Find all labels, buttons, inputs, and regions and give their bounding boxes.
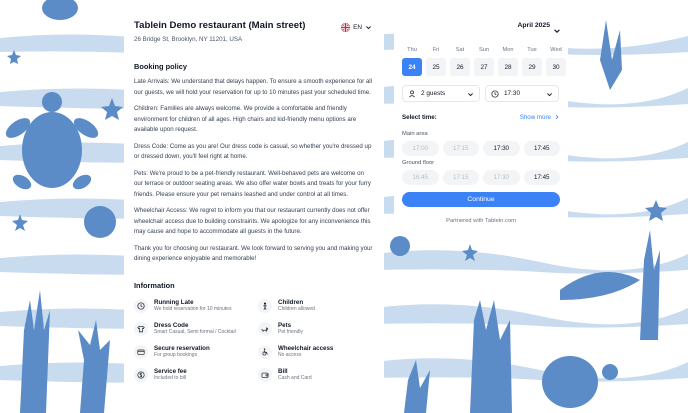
time-slot: 17:15	[443, 141, 480, 156]
time-slot: 16:45	[402, 170, 439, 185]
calendar-days	[402, 46, 560, 76]
info-service-fee	[134, 368, 250, 385]
info-dress-code	[134, 322, 250, 339]
day-of-week: Thu	[407, 47, 417, 53]
time-slot[interactable]: 17:45	[524, 141, 561, 156]
info-sub: Cash and Card	[278, 375, 312, 381]
day-sun	[474, 46, 494, 76]
day-tue	[522, 46, 542, 76]
info-pets	[258, 322, 374, 339]
date-30[interactable]: 30	[546, 58, 566, 76]
language-selector[interactable]	[339, 20, 374, 34]
day-of-week: Sun	[479, 47, 489, 53]
info-sub: Pet friendly	[278, 329, 304, 335]
chevron-down-icon	[467, 91, 474, 98]
day-of-week: Fri	[432, 47, 440, 53]
date-26[interactable]: 26	[450, 58, 470, 76]
policy-wheelchair: Wheelchair Access: We regret to inform you that our restaurant currently does not offer wheelchair access due to building constraints. We apologize for any inconvenience this may cause and hope to accommodate all guests in the future.	[134, 207, 371, 235]
policy-thank-you: Thank you for choosing our restaurant. We look forward to serving you and making your dining experience enjoyable and memorable!	[134, 244, 373, 262]
info-label: Pets	[278, 321, 292, 329]
info-label: Children	[278, 298, 304, 306]
restaurant-name: Tablein Demo restaurant (Main street)	[134, 20, 306, 31]
chevron-down-icon	[553, 22, 560, 29]
info-secure-reservation	[134, 345, 250, 362]
time-slot: 17:15	[443, 170, 480, 185]
wallet-icon	[258, 368, 272, 382]
time-slot: 17:30	[483, 170, 520, 185]
info-label: Secure reservation	[154, 344, 210, 352]
info-header	[134, 20, 374, 50]
info-label: Dress Code	[154, 321, 189, 329]
date-27[interactable]: 27	[474, 58, 494, 76]
language-code: EN	[353, 23, 362, 31]
day-of-week: Tue	[527, 47, 537, 53]
child-icon	[258, 299, 272, 313]
show-more-link[interactable]	[520, 114, 560, 121]
date-24[interactable]: 24	[402, 58, 422, 76]
day-wed	[546, 46, 566, 76]
main-area-slots	[402, 141, 560, 156]
select-time-row	[402, 112, 560, 122]
uk-flag-icon	[341, 23, 350, 32]
chevron-down-icon	[365, 24, 372, 31]
policy-pets: Pets: We're proud to be a pet-friendly restaurant. Well-behaved pets are welcome on our terrace or outdoor seating areas. We also offer water bowls and treats for your furry friends. Please ensure your pet remains leashed and under control at all times.	[134, 169, 371, 198]
day-of-week: Wed	[550, 47, 562, 53]
partner-link[interactable]: Partnered with Tablein.com	[446, 218, 516, 224]
area-ground-floor-label: Ground floor	[402, 160, 435, 166]
month-selector[interactable]	[402, 18, 560, 32]
time-slot: 17:00	[402, 141, 439, 156]
booking-policy-title: Booking policy	[134, 62, 187, 71]
clock-icon	[134, 299, 148, 313]
show-more-label: Show more	[519, 113, 551, 121]
continue-button[interactable]: Continue	[402, 192, 560, 207]
time-slot[interactable]: 17:30	[483, 141, 520, 156]
info-label: Running Late	[154, 298, 194, 306]
info-sub: Smart Casual, Semi formal / Cocktail	[154, 329, 236, 335]
information-grid	[134, 299, 374, 385]
date-25[interactable]: 25	[426, 58, 446, 76]
select-time-label: Select time:	[402, 113, 437, 121]
info-sub: Children allowed	[278, 306, 315, 312]
month-label: April 2025	[517, 21, 550, 29]
booking-selectors	[402, 85, 560, 102]
info-wheelchair-access	[258, 345, 374, 362]
guests-value: 2 guests	[421, 90, 446, 97]
info-children	[258, 299, 374, 316]
day-mon	[498, 46, 518, 76]
info-bill	[258, 368, 374, 385]
policy-children: Children: Families are always welcome. We provide a comfortable and friendly environment for children of all ages. High chairs and kid-friendly menu options are available upon request.	[134, 105, 357, 133]
day-sat	[450, 46, 470, 76]
restaurant-info-panel	[124, 10, 384, 413]
pet-icon	[258, 322, 272, 336]
chevron-down-icon	[546, 91, 553, 98]
day-of-week: Sat	[455, 47, 465, 53]
day-thu	[402, 46, 422, 76]
card-icon	[134, 345, 148, 359]
info-label: Wheelchair access	[278, 344, 334, 352]
info-label: Service fee	[154, 367, 187, 375]
coin-icon	[134, 368, 148, 382]
time-value: 17:30	[504, 90, 520, 97]
policy-late-arrivals: Late Arrivals: We understand that delays happen. To ensure a smooth experience for all our guests, we will hold your reservation for up to 10 minutes past your scheduled time.	[134, 78, 373, 96]
info-sub: For group bookings	[154, 352, 198, 358]
info-sub: We hold reservation for 10 minutes	[154, 306, 232, 312]
information-title: Information	[134, 280, 175, 290]
info-running-late	[134, 299, 250, 316]
guests-select[interactable]	[402, 85, 480, 102]
booking-widget	[394, 10, 568, 236]
day-of-week: Mon	[502, 47, 514, 53]
info-label: Bill	[278, 367, 288, 375]
time-select[interactable]	[485, 85, 559, 102]
time-slot[interactable]: 17:45	[524, 170, 561, 185]
person-icon	[408, 90, 416, 98]
shirt-icon	[134, 322, 148, 336]
ground-floor-slots	[402, 170, 560, 185]
info-sub: Included to bill	[154, 375, 186, 381]
clock-icon	[491, 90, 499, 98]
policy-dress-code: Dress Code: Come as you are! Our dress code is casual, so whether you're dressed up or dressed down, you'll feel right at home.	[134, 142, 372, 160]
wheelchair-icon	[258, 345, 272, 359]
area-main-label: Main area	[402, 131, 428, 137]
date-29[interactable]: 29	[522, 58, 542, 76]
date-28[interactable]: 28	[498, 58, 518, 76]
info-sub: No access	[278, 352, 302, 358]
restaurant-address: 26 Bridge St, Brooklyn, NY 11201, USA	[134, 36, 243, 43]
day-fri	[426, 46, 446, 76]
chevron-right-icon	[554, 114, 560, 120]
